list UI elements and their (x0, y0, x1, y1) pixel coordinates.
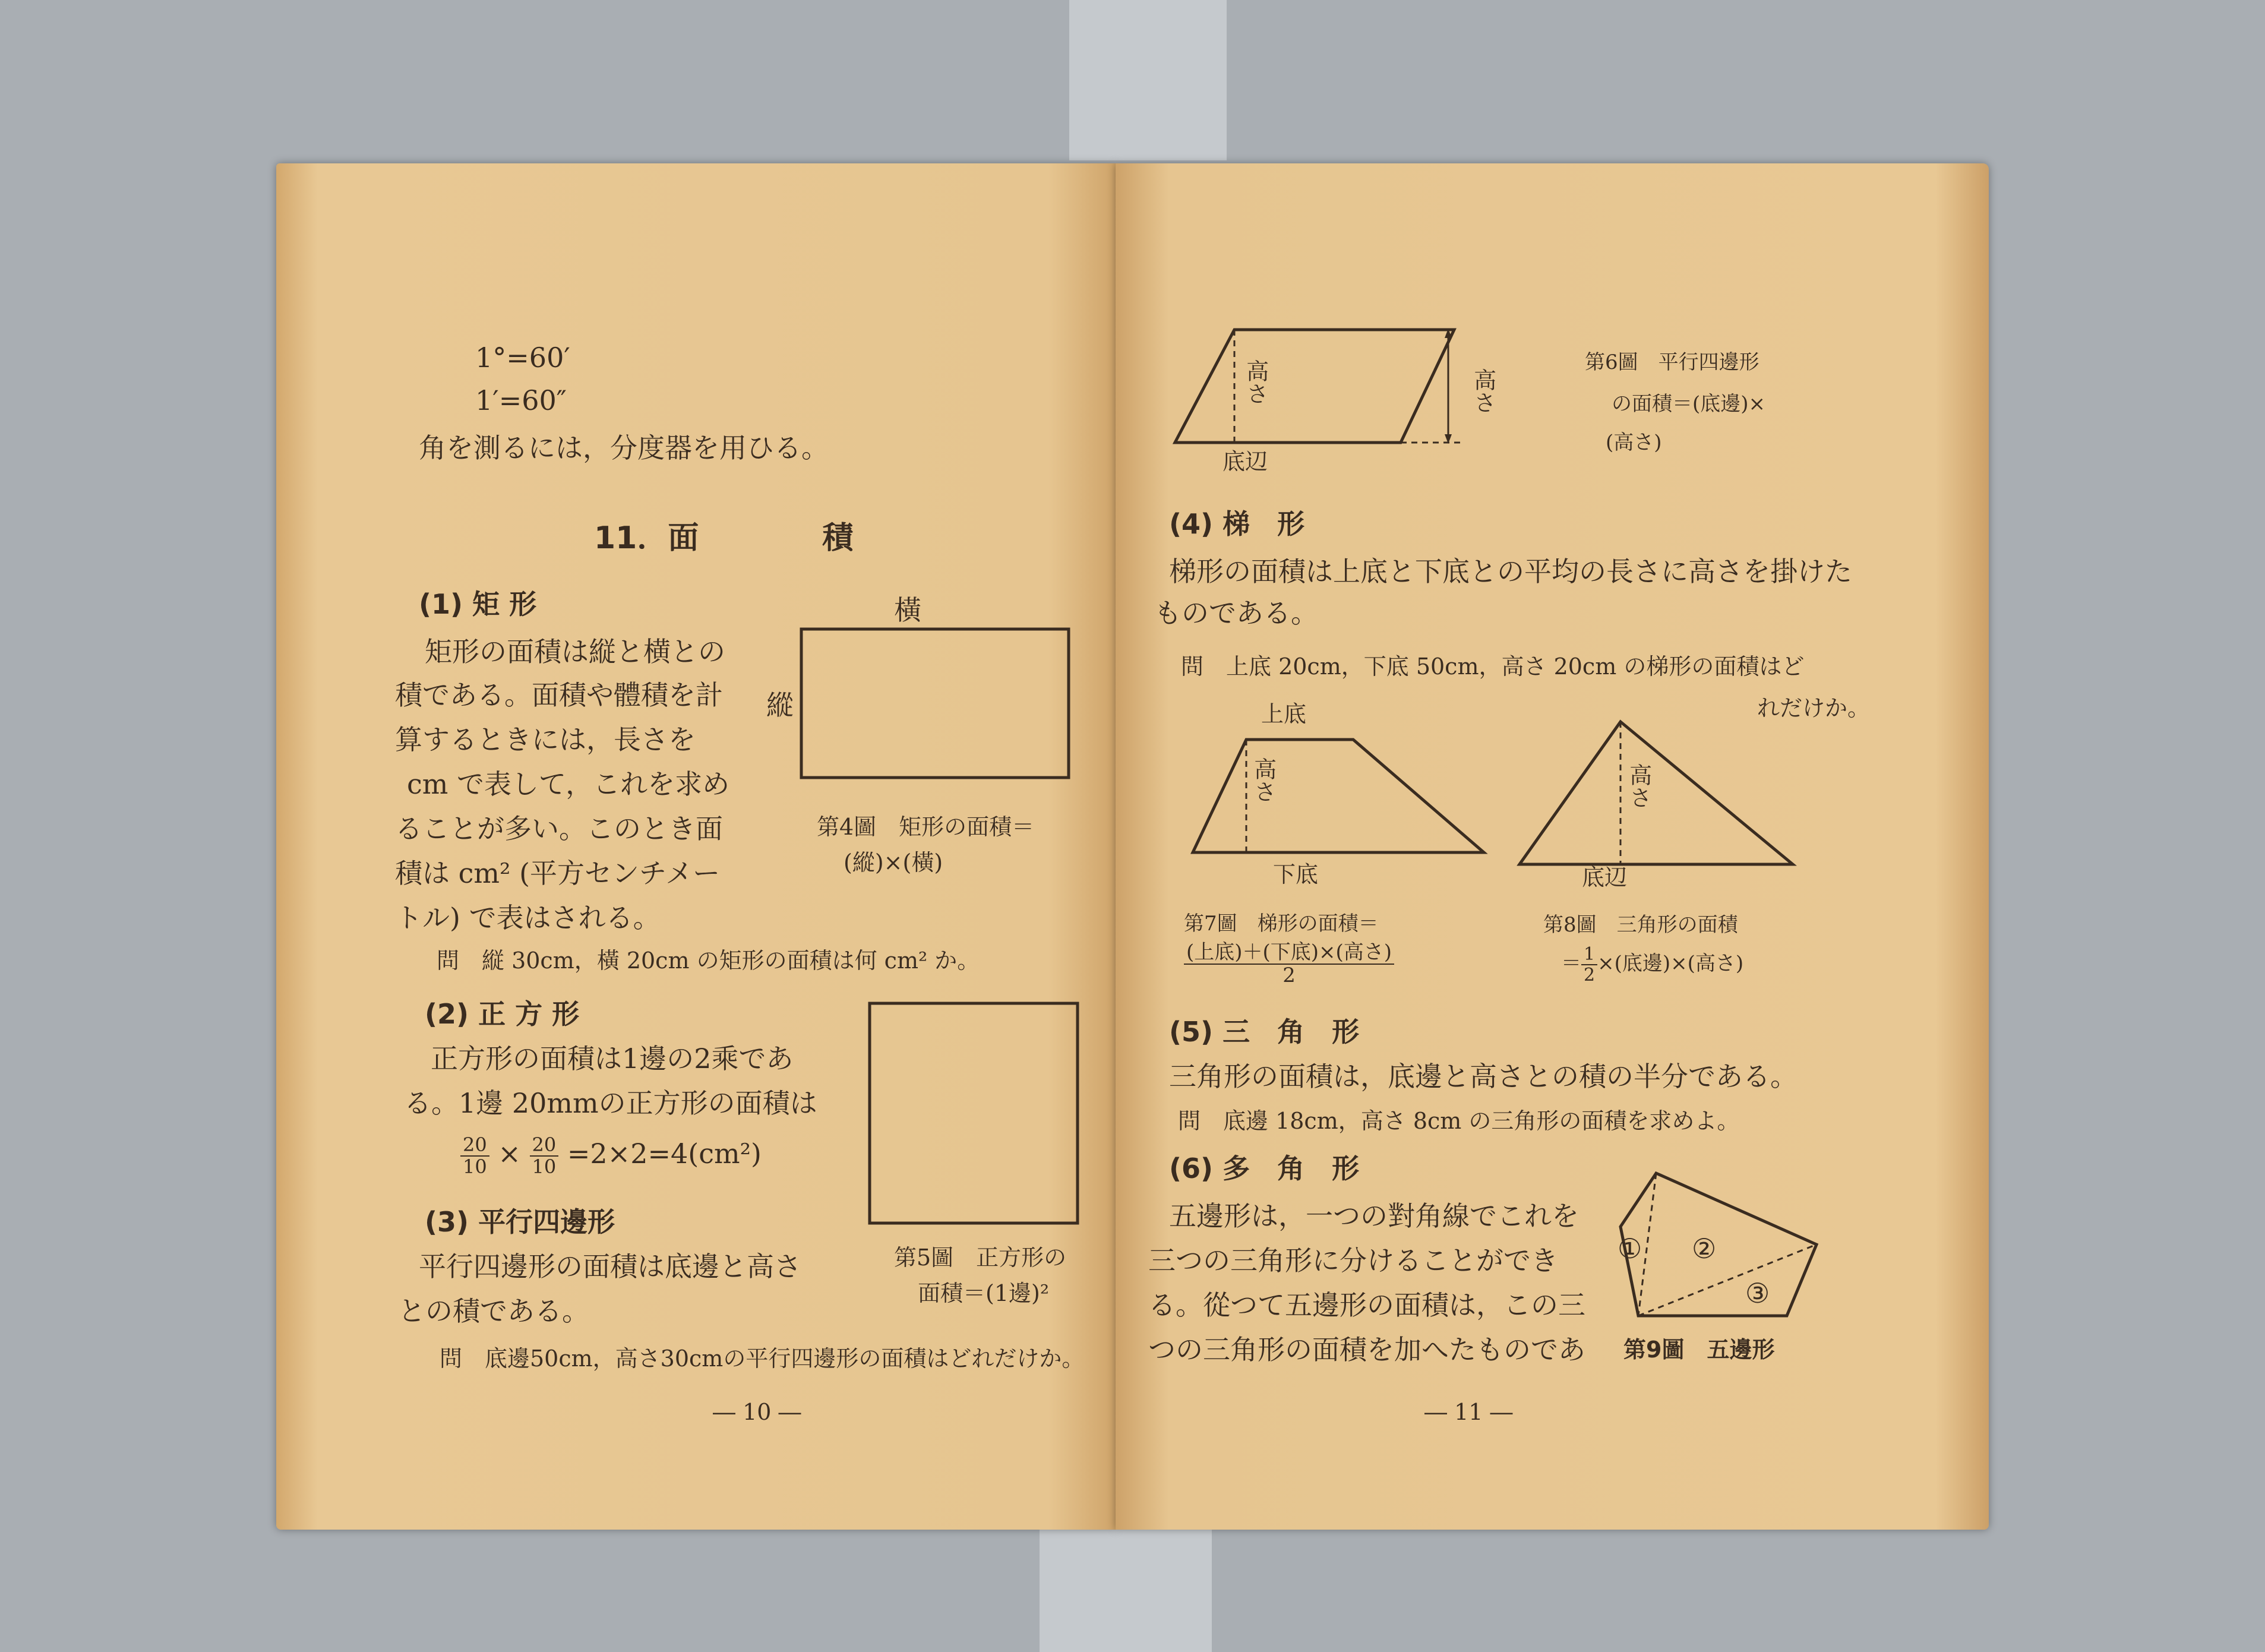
polygon-body-line: る。從つて五邊形の面積は，この三 (1148, 1289, 1585, 1321)
square-formula (460, 1135, 762, 1177)
parallelogram-body-line: との積である。 (398, 1295, 589, 1327)
fig7-label-height: 高さ (1250, 757, 1277, 803)
trapezoid-heading: (4) 梯 形 (1169, 508, 1305, 540)
square-body-line: 正方形の面積は1邊の2乘であ (431, 1043, 794, 1075)
rect-body-line: 矩形の面積は縦と横との (425, 636, 725, 668)
frac-num: 20 (530, 1135, 559, 1157)
rect-body-line: トル) で表はされる。 (395, 902, 661, 934)
fig6-label-base: 底辺 (1222, 448, 1268, 475)
rect-body-line: ることが多い。このとき面 (395, 813, 723, 845)
fig7-caption-1: 第7圖 梯形の面積＝ (1184, 912, 1379, 936)
fig5-caption-1: 第5圖 正方形の (894, 1244, 1067, 1271)
frac-num: 20 (460, 1135, 489, 1157)
fig8-label-height: 高さ (1625, 763, 1652, 808)
polygon-body-line: 三つの三角形に分けることができ (1148, 1244, 1558, 1277)
triangle-question: 問 底邊 18cm，高さ 8cm の三角形の面積を求めよ。 (1178, 1108, 1740, 1134)
fig8-caption-1: 第8圖 三角形の面積 (1543, 913, 1738, 937)
formula-minute: 1′=60″ (475, 384, 567, 416)
parallelogram-body-line: 平行四邊形の面積は底邊と高さ (419, 1250, 801, 1283)
fig6-label-height-outside: 高さ (1470, 368, 1496, 413)
fig5-square (867, 1001, 1081, 1227)
polygon-body-line: つの三角形の面積を加へたものであ (1148, 1334, 1585, 1366)
rect-body-line: 積である。面積や體積を計 (395, 679, 723, 711)
protractor-line: 角を測るには，分度器を用ひる。 (419, 432, 829, 464)
fig8-label-base: 底辺 (1582, 864, 1628, 890)
fig9-mark-3: ③ (1745, 1277, 1770, 1309)
rect-question: 問 縦 30cm，橫 20cm の矩形の面積は何 cm² か。 (437, 947, 980, 974)
fig7-trapezoid (1193, 734, 1490, 864)
bottom-ribbon (1040, 1521, 1212, 1652)
page-number-right: ― 11 ― (1424, 1399, 1513, 1425)
trapezoid-question-2: れだけか。 (1757, 695, 1871, 721)
parallelogram-heading: (3) 平行四邊形 (425, 1206, 615, 1238)
square-frac-1 (460, 1135, 489, 1177)
trapezoid-body-line: 梯形の面積は上底と下底との平均の長さに高さを掛けた (1169, 555, 1852, 587)
trapezoid-question-1: 問 上底 20cm，下底 50cm，高さ 20cm の梯形の面積はど (1181, 653, 1805, 680)
fig4-caption-2: (縱)×(橫) (844, 849, 943, 876)
fig4-label-side: 縱 (766, 689, 794, 721)
frac-den: 10 (532, 1155, 557, 1179)
trapezoid-body-line: ものである。 (1154, 597, 1318, 629)
times-sign: × (498, 1138, 521, 1170)
frac-num: (上底)＋(下底)×(高さ) (1184, 942, 1394, 965)
fig8-caption-formula (1561, 945, 1743, 985)
fig5-caption-2: 面積＝(1邊)² (918, 1280, 1050, 1306)
frac-den: 2 (1584, 965, 1596, 985)
frac-num: 1 (1581, 945, 1597, 965)
rect-body-line: cm で表して，これを求め (407, 768, 730, 800)
formula-degree: 1°=60′ (475, 342, 570, 374)
fig7-label-bottom: 下底 (1273, 861, 1319, 887)
right-page (1116, 163, 1989, 1530)
triangle-heading: (5) 三 角 形 (1169, 1016, 1360, 1048)
square-frac-2 (530, 1135, 559, 1177)
parallelogram-question: 問 底邊50cm，高さ30cmの平行四邊形の面積はどれだけか。 (440, 1345, 1085, 1372)
fig4-caption-1: 第4圖 矩形の面積＝ (817, 814, 1035, 840)
fig6-caption-1: 第6圖 平行四邊形 (1585, 350, 1759, 374)
fig7-label-top: 上底 (1261, 701, 1307, 727)
fig7-caption-frac (1184, 942, 1394, 987)
fig9-mark-2: ② (1692, 1233, 1717, 1265)
left-page (276, 163, 1116, 1530)
fig4-rectangle (799, 627, 1072, 781)
frac-den: 10 (463, 1155, 487, 1179)
polygon-heading: (6) 多 角 形 (1169, 1152, 1360, 1184)
fig8-caption-frac (1581, 945, 1597, 985)
top-ribbon (1069, 0, 1227, 160)
fig9-mark-1: ① (1618, 1233, 1642, 1265)
rect-heading: (1) 矩 形 (419, 588, 537, 620)
page-number-left: ― 10 ― (713, 1399, 801, 1425)
rect-body-line: 積は cm² (平方センチメー (395, 857, 721, 889)
fig6-label-height-inside: 高さ (1242, 359, 1269, 405)
fig9-caption: 第9圖 五邊形 (1623, 1337, 1775, 1363)
triangle-body: 三角形の面積は，底邊と高さとの積の半分である。 (1169, 1060, 1798, 1092)
section-title: 11．面 積 (594, 520, 854, 556)
frac-den: 2 (1282, 964, 1296, 988)
fig4-label-top: 橫 (894, 594, 921, 626)
fig8-triangle (1520, 716, 1799, 870)
rect-body-line: 算するときには，長さを (395, 724, 696, 756)
square-body-line: る。1邊 20mmの正方形の面積は (404, 1087, 817, 1119)
fig6-caption-3: (高さ) (1606, 431, 1662, 454)
fig6-parallelogram (1175, 324, 1460, 478)
caption-rest: ×(底邊)×(高さ) (1597, 952, 1744, 975)
square-heading: (2) 正 方 形 (425, 998, 580, 1030)
fig6-caption-2: の面積＝(底邊)× (1612, 392, 1766, 416)
fig7-caption-formula (1184, 942, 1394, 987)
equals-sign: ＝ (1561, 952, 1581, 975)
polygon-body-line: 五邊形は，一つの對角線でこれを (1169, 1200, 1579, 1232)
formula-rest: =2×2=4(cm²) (567, 1138, 762, 1170)
